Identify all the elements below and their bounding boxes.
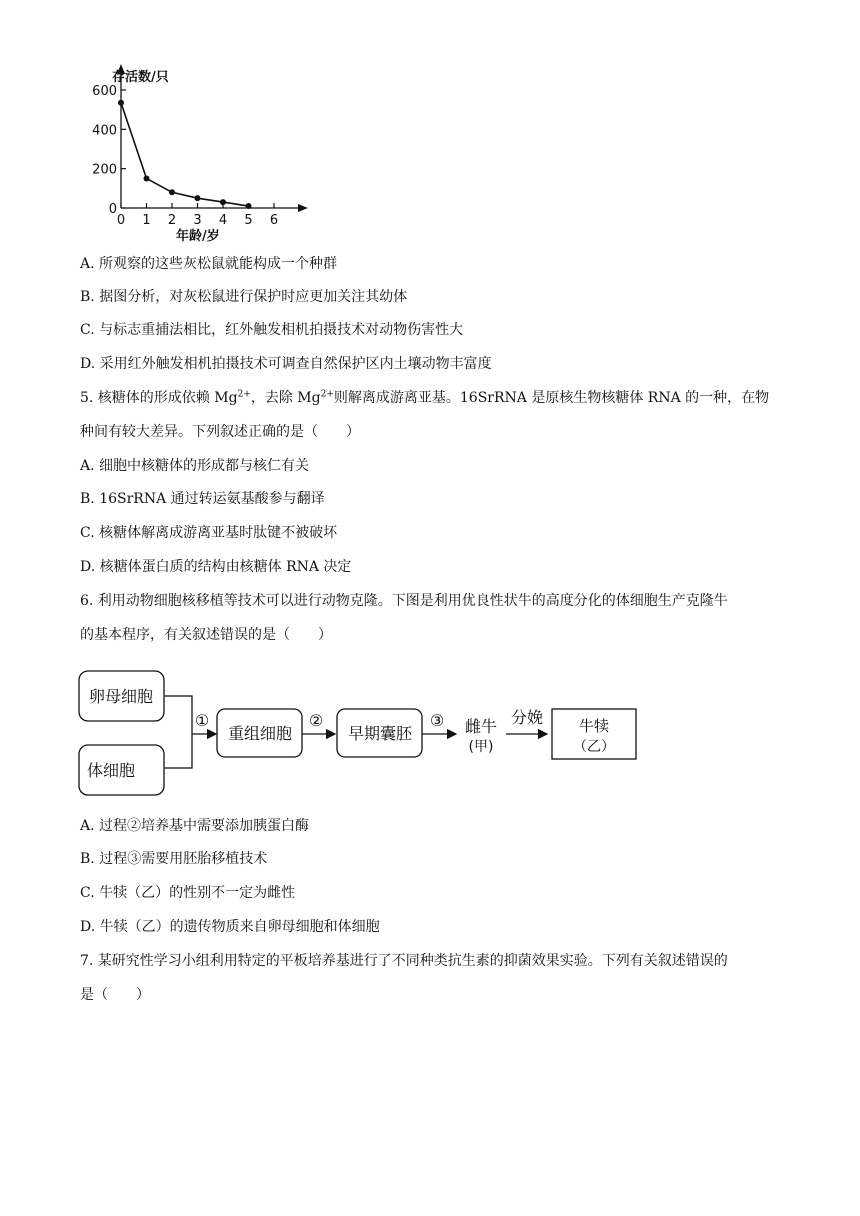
- q7-stem-line1: 7. 某研究性学习小组利用特定的平板培养基进行了不同种类抗生素的抑菌效果实验。下列有关叙述错误的: [80, 953, 728, 969]
- early-blastocyst-box: [337, 709, 422, 757]
- q5-text-a: 5. 核糖体的形成依赖 Mg: [80, 390, 238, 406]
- q4-option-c: C. 与标志重捕法相比，红外触发相机拍摄技术对动物伤害性大: [80, 322, 464, 338]
- q5-sup-1: 2+: [237, 389, 251, 400]
- x-tick-label: 3: [193, 213, 202, 228]
- q5-option-a: A. 细胞中核糖体的形成都与核仁有关: [80, 458, 310, 474]
- chart-axes: [117, 64, 308, 212]
- birth-label: 分娩: [510, 708, 544, 727]
- y-tick-label: 600: [92, 84, 117, 99]
- step-2-marker: ②: [308, 711, 324, 730]
- q6-option-c: C. 牛犊（乙）的性别不一定为雌性: [80, 885, 296, 901]
- calf-sub: （乙）: [573, 739, 615, 755]
- x-tick-label: 0: [116, 213, 126, 228]
- q5-option-b: B. 16SrRNA 通过转运氨基酸参与翻译: [80, 491, 325, 507]
- q7-stem-line2: 是（ ）: [80, 987, 150, 1003]
- q6-stem-line1: 6. 利用动物细胞核移植等技术可以进行动物克隆。下图是利用优良性状牛的高度分化的体细胞生产克隆牛: [80, 593, 728, 609]
- egg-cell-label: 卵母细胞: [88, 687, 154, 706]
- q5-option-d: D. 核糖体蛋白质的结构由核糖体 RNA 决定: [80, 559, 352, 575]
- x-ticks: [117, 203, 278, 228]
- data-point-age-5: [246, 203, 252, 209]
- q5-text-c: 则解离成游离亚基。16SrRNA 是原核生物核糖体 RNA 的一种，在物: [333, 390, 770, 406]
- somatic-cell-label: 体细胞: [86, 761, 136, 780]
- x-tick-label: 5: [244, 213, 253, 228]
- q6-option-a: A. 过程②培养基中需要添加胰蛋白酶: [80, 818, 310, 834]
- x-tick-label: 4: [218, 213, 228, 228]
- x-tick-label: 6: [269, 213, 279, 228]
- survival-series-line: [121, 103, 249, 206]
- q6-option-b: B. 过程③需要用胚胎移植技术: [80, 851, 268, 867]
- x-tick-label: 1: [142, 213, 151, 228]
- y-axis-label: 存活数/只: [112, 70, 169, 85]
- reconstructed-cell-box: [217, 709, 302, 757]
- data-point-age-3: [195, 195, 201, 201]
- q4-option-a: A. 所观察的这些灰松鼠就能构成一个种群: [80, 256, 338, 272]
- data-point-age-4: [220, 199, 226, 205]
- x-axis-label: 年龄/岁: [176, 229, 220, 244]
- q6-stem-line2: 的基本程序，有关叙述错误的是（ ）: [80, 627, 332, 643]
- y-tick-label: 0: [108, 202, 117, 217]
- q6-option-d: D. 牛犊（乙）的遗传物质来自卵母细胞和体细胞: [80, 919, 380, 935]
- female-cow-label: 雌牛: [464, 717, 498, 736]
- egg-cell-box: [79, 671, 164, 721]
- q5-sup-2: 2+: [320, 389, 334, 400]
- x-tick-label: 2: [167, 213, 177, 228]
- q4-option-d: D. 采用红外触发相机拍摄技术可调查自然保护区内土壤动物丰富度: [80, 356, 492, 372]
- q5-option-c: C. 核糖体解离成游离亚基时肽键不被破坏: [80, 525, 338, 541]
- survival-chart: [70, 62, 310, 250]
- data-point-age-2: [169, 189, 175, 195]
- q5-stem-line2: 种间有较大差异。下列叙述正确的是（ ）: [80, 424, 360, 440]
- q5-text-b: ，去除 Mg: [250, 390, 321, 406]
- cloning-flow-diagram: [70, 662, 650, 807]
- early-blastocyst-label: 早期囊胚: [347, 724, 413, 743]
- data-point-age-0: [118, 100, 124, 106]
- female-cow-sub: (甲): [468, 739, 494, 755]
- step-1-marker: ①: [194, 711, 210, 730]
- merge-connector: [164, 696, 216, 768]
- somatic-cell-box: [79, 745, 164, 795]
- reconstructed-cell-label: 重组细胞: [227, 724, 293, 743]
- y-tick-label: 400: [92, 123, 117, 139]
- q5-stem-line1: [80, 388, 769, 408]
- calf-label: 牛犊: [578, 717, 610, 735]
- q4-option-b: B. 据图分析，对灰松鼠进行保护时应更加关注其幼体: [80, 289, 408, 305]
- data-point-age-1: [144, 176, 150, 182]
- y-tick-label: 200: [92, 162, 117, 178]
- step-3-marker: ③: [429, 711, 445, 730]
- calf-box: [552, 709, 636, 759]
